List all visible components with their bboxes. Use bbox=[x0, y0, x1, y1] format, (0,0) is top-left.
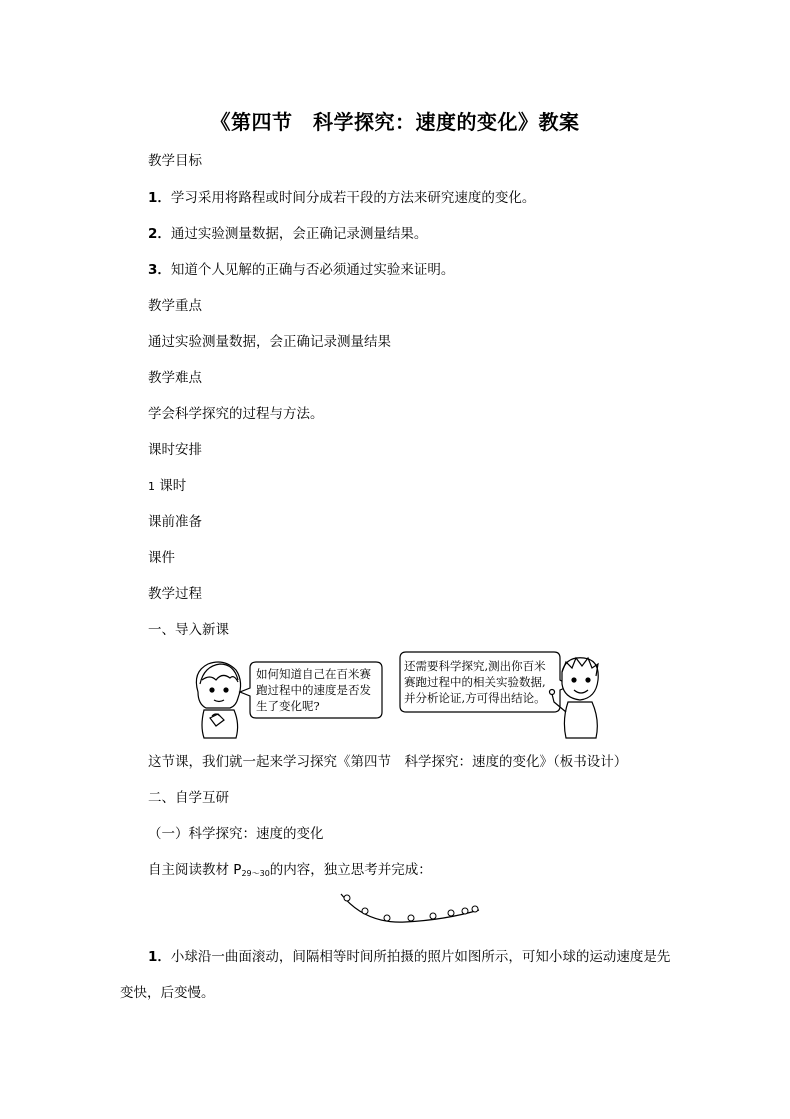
ball-position bbox=[344, 895, 350, 901]
bubble-left-line: 如何知道自己在百米赛 bbox=[256, 667, 371, 681]
schedule-number: 1 bbox=[148, 480, 155, 493]
ball-position bbox=[472, 906, 478, 912]
ball-position bbox=[384, 915, 390, 921]
objective-item bbox=[148, 224, 427, 244]
dialogue-illustration bbox=[190, 650, 600, 740]
reading-prefix: 自主阅读教材 P bbox=[148, 862, 242, 878]
reading-instruction bbox=[148, 860, 432, 884]
schedule-text bbox=[148, 476, 186, 497]
bubble-left-line: 生了变化呢? bbox=[256, 699, 320, 713]
difficulty-text: 学会科学探究的过程与方法。 bbox=[148, 406, 324, 422]
objective-text: 知道个人见解的正确与否必须通过实验来证明。 bbox=[170, 262, 455, 278]
prep-heading: 课前准备 bbox=[148, 514, 202, 530]
bubble-right-line: 还需要科学探究,测出你百米 bbox=[404, 659, 546, 673]
schedule-heading: 课时安排 bbox=[148, 442, 202, 458]
section-heading-self-study: 二、自学互研 bbox=[148, 790, 229, 806]
key-points-text: 通过实验测量数据，会正确记录测量结果 bbox=[148, 334, 391, 350]
prep-text: 课件 bbox=[148, 550, 175, 566]
objective-text: 学习采用将路程或时间分成若干段的方法来研究速度的变化。 bbox=[170, 190, 536, 206]
page-range-subscript: 29～30 bbox=[241, 869, 270, 878]
bubble-right-line: 并分析论证,方可得出结论。 bbox=[404, 691, 546, 705]
bubble-left-line: 跑过程中的速度是否发 bbox=[256, 683, 371, 697]
ball-position bbox=[408, 915, 414, 921]
objective-item bbox=[148, 260, 454, 280]
objective-text: 通过实验测量数据，会正确记录测量结果。 bbox=[170, 226, 428, 242]
ball-position bbox=[362, 908, 368, 914]
schedule-unit: 课时 bbox=[159, 478, 187, 494]
reading-suffix: 的内容，独立思考并完成： bbox=[269, 862, 432, 878]
bubble-right-line: 赛跑过程中的相关实验数据, bbox=[404, 675, 546, 689]
objective-number: 1． bbox=[148, 190, 171, 206]
objective-number: 3． bbox=[148, 262, 171, 278]
page-title: 《第四节 科学探究：速度的变化》教案 bbox=[210, 110, 580, 134]
objectives-heading: 教学目标 bbox=[148, 153, 202, 169]
question-1 bbox=[120, 939, 680, 1011]
objective-number: 2． bbox=[148, 226, 171, 242]
intro-paragraph: 这节课，我们就一起来学习探究《第四节 科学探究：速度的变化》（板书设计） bbox=[148, 754, 628, 770]
difficulty-heading: 教学难点 bbox=[148, 370, 202, 386]
objective-item bbox=[148, 188, 535, 208]
rolling-ball-figure bbox=[335, 890, 485, 930]
key-points-heading: 教学重点 bbox=[148, 298, 202, 314]
section-heading-intro: 一、导入新课 bbox=[148, 622, 229, 638]
speech-bubble-right bbox=[400, 652, 570, 712]
question-number: 1． bbox=[148, 949, 171, 965]
ball-position bbox=[430, 913, 436, 919]
ball-position bbox=[448, 910, 454, 916]
speech-bubble-left bbox=[240, 662, 382, 718]
girl-cartoon-icon bbox=[196, 662, 240, 738]
question-text: 小球沿一曲面滚动，间隔相等时间所拍摄的照片如图所示，可知小球的运动速度是先变快，后变慢。 bbox=[120, 949, 671, 1001]
subsection-heading: （一）科学探究：速度的变化 bbox=[148, 826, 324, 842]
process-heading: 教学过程 bbox=[148, 586, 202, 602]
ball-position bbox=[462, 908, 468, 914]
